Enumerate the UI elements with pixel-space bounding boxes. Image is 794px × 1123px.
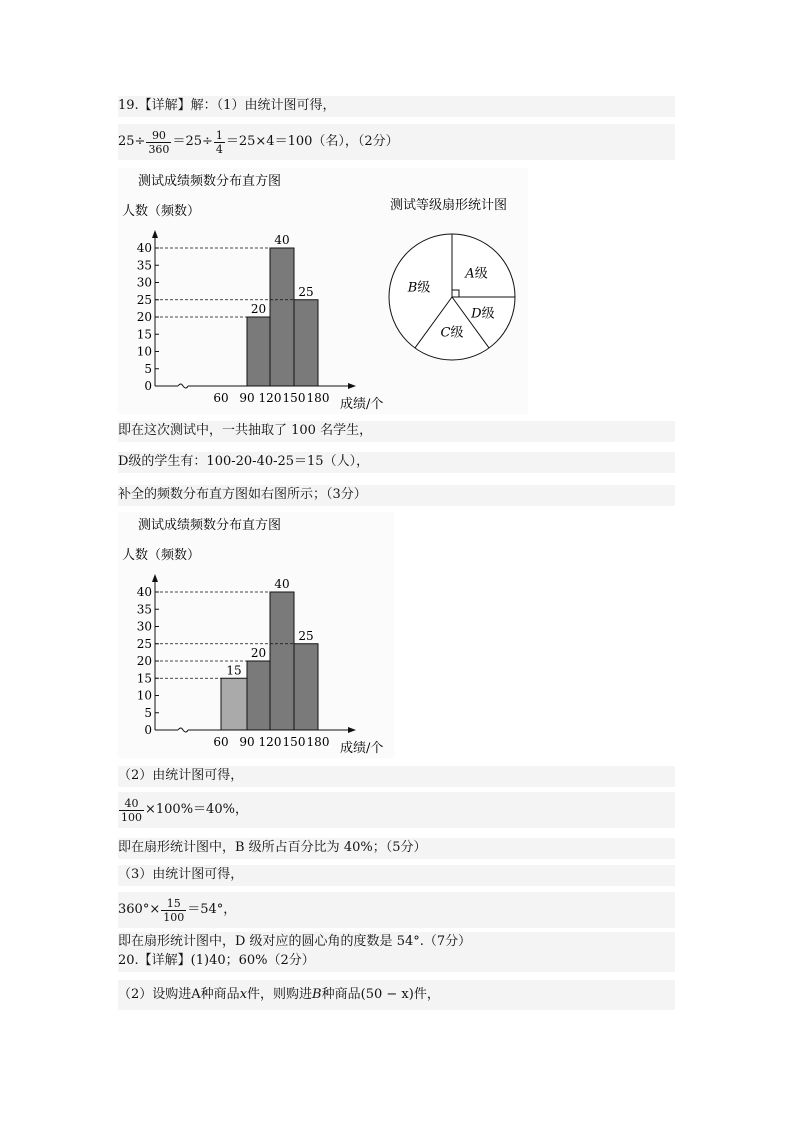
x-axis-break — [178, 728, 188, 732]
y-tick-label: 35 — [136, 258, 152, 273]
x-tick-label: 150 — [282, 735, 306, 749]
y-tick-label: 0 — [144, 379, 152, 393]
y-tick-label: 20 — [136, 310, 152, 324]
bar-data-label: 15 — [226, 663, 242, 678]
q19-text3: 补全的频数分布直方图如右图所示；（3分） — [118, 485, 675, 506]
fraction-40-100: $\frac{40}{100}$ — [121, 796, 142, 824]
bar-data-label: 40 — [274, 577, 290, 591]
histogram-bar — [247, 317, 270, 386]
expression-50-minus-x: (50 − x) — [360, 987, 414, 1002]
pie-label — [441, 326, 464, 341]
q19-part3: （3）由统计图可得， — [118, 865, 675, 886]
y-axis-arrow — [152, 230, 158, 238]
chart-title: 测试成绩频数分布直方图 — [138, 174, 282, 189]
histogram-bar — [294, 644, 318, 730]
figure-original-charts — [118, 168, 528, 414]
y-axis-label: 人数（频数） — [122, 204, 201, 219]
y-tick-label: 10 — [136, 344, 152, 359]
histogram-bar — [247, 661, 270, 730]
pie-label-suffix: 级 — [474, 266, 488, 282]
y-tick-label: 40 — [136, 241, 152, 255]
fraction-15-100: $\frac{15}{100}$ — [163, 896, 185, 924]
bar-data-label: 25 — [298, 628, 314, 643]
chart-title: 测试成绩频数分布直方图 — [138, 518, 282, 533]
q19-part2: （2）由统计图可得， — [118, 766, 675, 787]
q19-calc1: 25÷ $\frac{90}{360}$ ＝25÷ $\frac{1}{4}$ ＝25×4＝100（名），（2分） — [118, 124, 675, 160]
x-tick-label: 150 — [282, 391, 306, 405]
y-tick-label: 20 — [136, 654, 152, 668]
bar-data-label: 20 — [250, 302, 267, 316]
fraction-90-360: $\frac{90}{360}$ — [148, 128, 170, 156]
pie-title: 测试等级扇形统计图 — [390, 198, 508, 213]
y-tick-label: 15 — [136, 671, 152, 686]
y-tick-label: 40 — [136, 585, 152, 599]
pie-label-suffix: 级 — [481, 306, 495, 322]
q19-text4: 即在扇形统计图中，B 级所占百分比为 40%；（5分） — [118, 838, 675, 859]
y-tick-label: 0 — [144, 723, 152, 737]
q19-heading: 19.【详解】解：（1）由统计图可得， — [118, 96, 675, 117]
pie-label-suffix: 级 — [417, 280, 431, 296]
y-tick-label: 15 — [136, 327, 152, 342]
q19-text5: 即在扇形统计图中，D 级对应的圆心角的度数是 54°.（7分） — [118, 932, 675, 953]
pie-label-letter: C — [440, 325, 451, 341]
histogram-bar — [270, 248, 294, 386]
x-tick-label: 90 — [239, 391, 255, 405]
x-axis-label: 成绩/个 — [340, 741, 384, 756]
histogram-bar — [221, 678, 247, 730]
y-tick-label: 5 — [144, 705, 152, 720]
pie-label-letter: D — [471, 306, 482, 322]
x-tick-label: 60 — [213, 735, 229, 749]
x-tick-label: 180 — [306, 735, 330, 749]
x-tick-label: 60 — [213, 391, 229, 405]
bar-data-label: 40 — [274, 233, 290, 247]
y-tick-label: 25 — [136, 292, 152, 307]
pie-label-letter: A — [465, 266, 475, 282]
histogram-bar — [270, 592, 294, 730]
q19-calc2: $\frac{40}{100}$ ×100%＝40%， — [118, 792, 675, 828]
x-axis-break — [178, 384, 188, 388]
bar-data-label: 25 — [298, 284, 314, 299]
x-axis-arrow — [348, 727, 356, 733]
pie-label — [407, 280, 431, 295]
pie-label-letter: B — [407, 280, 418, 296]
x-tick-label: 90 — [239, 735, 255, 749]
x-tick-label: 120 — [258, 735, 282, 749]
histogram-completed — [118, 512, 394, 758]
y-tick-label: 30 — [136, 275, 152, 290]
q20-text1: （2）设购进A种商品x件，则购进B种商品(50 − x)件， — [118, 980, 675, 1010]
figure-completed-histogram — [118, 512, 394, 758]
x-axis-arrow — [348, 383, 356, 389]
q20-heading: 20.【详解】(1)40；60%（2分） — [118, 951, 675, 972]
x-tick-label: 180 — [306, 391, 330, 405]
y-axis-label: 人数（频数） — [122, 548, 201, 563]
y-tick-label: 10 — [136, 688, 152, 703]
pie-label-suffix: 级 — [450, 325, 464, 341]
x-axis-label: 成绩/个 — [340, 397, 384, 412]
bar-data-label: 20 — [250, 646, 267, 660]
y-tick-label: 35 — [136, 602, 152, 617]
pie-chart — [380, 192, 530, 342]
pie-label — [464, 266, 487, 281]
y-tick-label: 30 — [136, 619, 152, 634]
y-axis-arrow — [152, 574, 158, 582]
y-tick-label: 25 — [136, 636, 152, 651]
q19-text2: D级的学生有：100-20-40-25＝15（人）， — [118, 452, 675, 473]
pie-label — [470, 307, 494, 322]
y-tick-label: 5 — [144, 361, 152, 376]
q19-calc3: 360°× $\frac{15}{100}$ ＝54°， — [118, 892, 675, 928]
fraction-1-4: $\frac{1}{4}$ — [215, 128, 223, 156]
x-tick-label: 120 — [258, 391, 282, 405]
q19-text1: 即在这次测试中，一共抽取了 100 名学生， — [118, 421, 675, 442]
histogram-bar — [294, 300, 318, 386]
